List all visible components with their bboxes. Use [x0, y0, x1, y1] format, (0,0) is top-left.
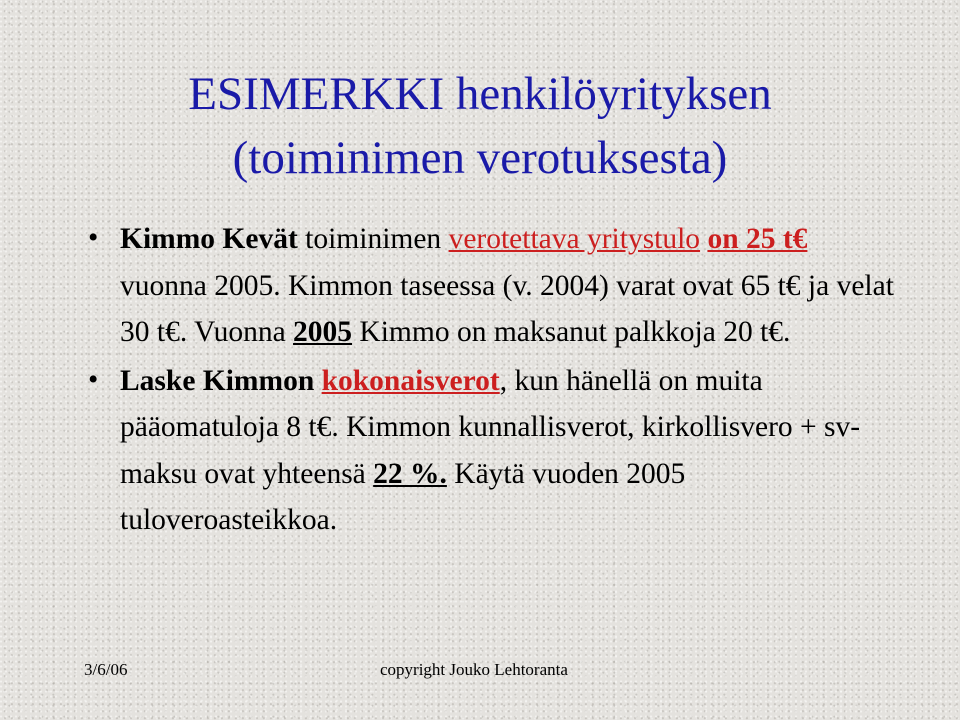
- bullet-lead: Laske Kimmon: [120, 364, 322, 397]
- highlight-taxable-income: verotettava yritystulo: [448, 223, 701, 255]
- footer-date: 3/6/06: [84, 660, 128, 679]
- bullet-text: toiminimen: [297, 223, 449, 255]
- highlight-year: 2005: [293, 316, 353, 348]
- bullet-text: Käytä vuoden 2005 tuloveroasteikkoa.: [120, 457, 686, 536]
- slide-title-line-2: (toiminimen verotuksesta): [232, 132, 728, 184]
- footer-copyright: copyright Jouko Lehtoranta: [380, 660, 568, 679]
- bullet-item-2: [84, 358, 894, 544]
- bullet-text: , kun hänellä on muita pääomatuloja 8 t€. Kimmon kunnallisverot, kirkollisvero + sv-maksu ovat yhteensä: [120, 364, 861, 490]
- person-name: Kimmo Kevät: [120, 223, 298, 255]
- bullet-icon: •: [88, 363, 99, 396]
- highlight-total-taxes: kokonaisverot: [321, 364, 500, 397]
- bullet-item-1: [84, 216, 894, 356]
- bullet-text: vuonna 2005. Kimmon taseessa (v. 2004) varat ovat 65 t€ ja velat 30 t€. Vuonna: [120, 269, 894, 348]
- slide-title-line-1: ESIMERKKI henkilöyrityksen: [188, 68, 772, 120]
- highlight-percentage: 22 %.: [373, 457, 447, 490]
- slide-title: [0, 62, 960, 190]
- bullet-text: Kimmo on maksanut palkkoja 20 t€.: [352, 316, 791, 348]
- highlight-amount: on 25 t€: [707, 223, 808, 255]
- bullet-icon: •: [88, 222, 99, 254]
- slide-body: [84, 216, 894, 544]
